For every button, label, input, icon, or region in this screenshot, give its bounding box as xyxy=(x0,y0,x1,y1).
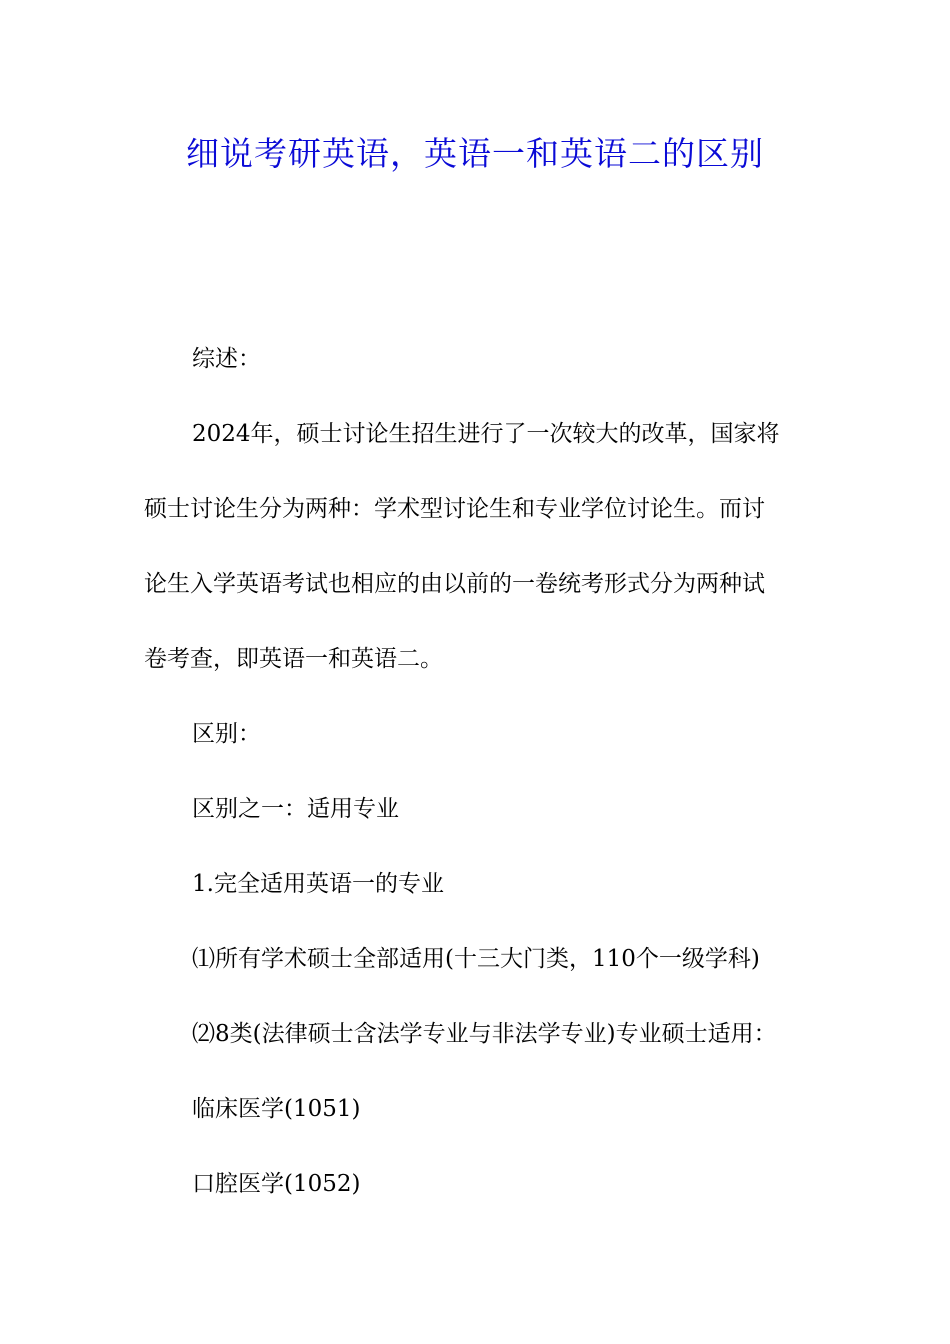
paragraph-1-line-4: 卷考查，即英语一和英语二。 xyxy=(144,646,443,672)
list-item-1: 1.完全适用英语一的专业 xyxy=(192,871,444,897)
major-item-stomatology: 口腔医学(1052) xyxy=(192,1171,361,1197)
list-item-1-2: ⑵8类(法律硕士含法学专业与非法学专业)专业硕士适用： xyxy=(192,1021,777,1047)
list-item-1-1: ⑴所有学术硕士全部适用(十三大门类，110个一级学科) xyxy=(192,946,760,972)
paragraph-1-line-2: 硕士讨论生分为两种：学术型讨论生和专业学位讨论生。而讨 xyxy=(144,496,765,522)
difference-1-heading: 区别之一：适用专业 xyxy=(192,796,399,822)
summary-label: 综述： xyxy=(192,346,261,372)
document-body xyxy=(144,322,809,1222)
document-title: 细说考研英语，英语一和英语二的区别 xyxy=(186,134,764,173)
major-item-clinical-medicine: 临床医学(1051) xyxy=(192,1096,361,1122)
paragraph-1-line-1: 2024年，硕士讨论生招生进行了一次较大的改革，国家将 xyxy=(192,421,780,447)
paragraph-1-line-3: 论生入学英语考试也相应的由以前的一卷统考形式分为两种试 xyxy=(144,571,765,597)
difference-label: 区别： xyxy=(192,721,261,747)
